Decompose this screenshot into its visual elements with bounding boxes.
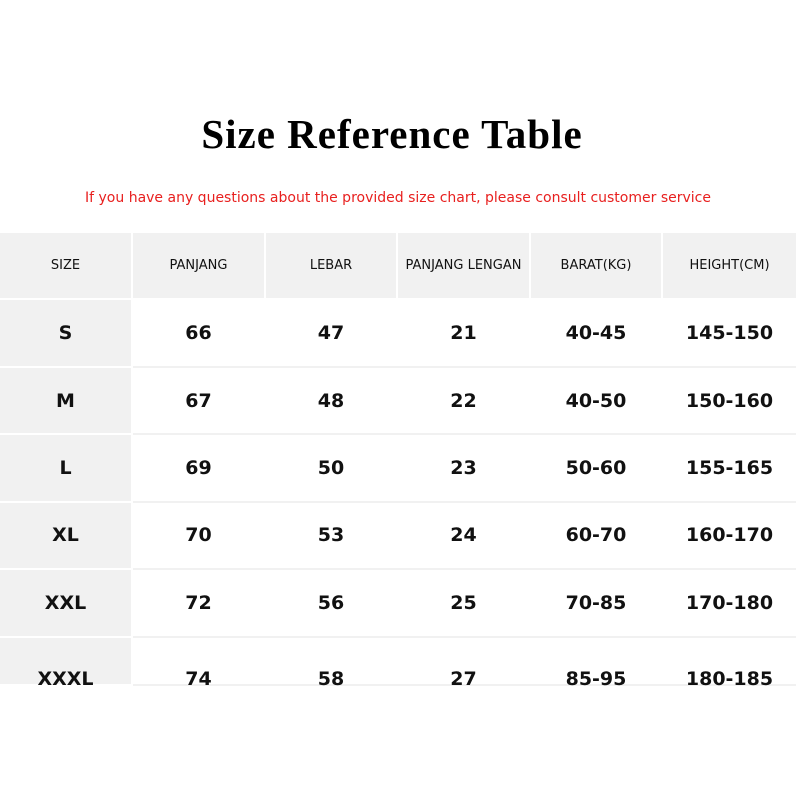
- size-cell: XL: [0, 502, 132, 569]
- lebar-cell: 48: [265, 367, 397, 434]
- header-barat: BARAT(KG): [530, 233, 662, 299]
- page-title: Size Reference Table: [201, 111, 583, 157]
- table-row: [0, 367, 796, 434]
- barat-cell: 40-45: [530, 299, 662, 366]
- lebar-cell: 53: [265, 502, 397, 569]
- panjang-lengan-cell: 23: [397, 434, 530, 501]
- lebar-cell: 47: [265, 299, 397, 366]
- table-row: [0, 434, 796, 501]
- panjang-cell: [132, 637, 265, 685]
- panjang-lengan-value: 27: [450, 668, 477, 686]
- customer-service-note: If you have any questions about the provided size chart, please consult customer service: [85, 190, 711, 206]
- table-row: [0, 502, 796, 569]
- panjang-lengan-cell: 24: [397, 502, 530, 569]
- size-cell: XXL: [0, 569, 132, 636]
- barat-cell: 40-50: [530, 367, 662, 434]
- barat-value: 85-95: [565, 668, 627, 686]
- lebar-cell: [265, 637, 397, 685]
- height-cell: 155-165: [662, 434, 796, 501]
- height-cell: 150-160: [662, 367, 796, 434]
- lebar-cell: 56: [265, 569, 397, 636]
- panjang-lengan-cell: 21: [397, 299, 530, 366]
- barat-cell: [530, 637, 662, 685]
- panjang-lengan-cell: 25: [397, 569, 530, 636]
- size-cell: L: [0, 434, 132, 501]
- panjang-cell: 67: [132, 367, 265, 434]
- barat-cell: 50-60: [530, 434, 662, 501]
- size-cell: M: [0, 367, 132, 434]
- panjang-cell: 66: [132, 299, 265, 366]
- header-size: SIZE: [0, 233, 132, 299]
- lebar-cell: 50: [265, 434, 397, 501]
- barat-cell: 70-85: [530, 569, 662, 636]
- panjang-lengan-cell: [397, 637, 530, 685]
- header-panjang: PANJANG: [132, 233, 265, 299]
- header-lebar: LEBAR: [265, 233, 397, 299]
- table-row: [0, 569, 796, 636]
- height-cell: 170-180: [662, 569, 796, 636]
- table-row: [0, 637, 796, 685]
- size-table: [0, 233, 796, 686]
- size-value: XXXL: [37, 668, 94, 686]
- header-panjang-lengan: PANJANG LENGAN: [397, 233, 530, 299]
- lebar-value: 58: [317, 668, 345, 686]
- panjang-cell: 72: [132, 569, 265, 636]
- height-value: 180-185: [685, 668, 774, 686]
- height-cell: [662, 637, 796, 685]
- panjang-lengan-cell: 22: [397, 367, 530, 434]
- header-height: HEIGHT(CM): [662, 233, 796, 299]
- height-cell: 160-170: [662, 502, 796, 569]
- panjang-cell: 70: [132, 502, 265, 569]
- size-cell: [0, 637, 132, 685]
- height-cell: 145-150: [662, 299, 796, 366]
- panjang-cell: 69: [132, 434, 265, 501]
- table-row: [0, 299, 796, 366]
- barat-cell: 60-70: [530, 502, 662, 569]
- size-cell: S: [0, 299, 132, 366]
- table-header-row: [0, 233, 796, 299]
- panjang-value: 74: [185, 668, 212, 686]
